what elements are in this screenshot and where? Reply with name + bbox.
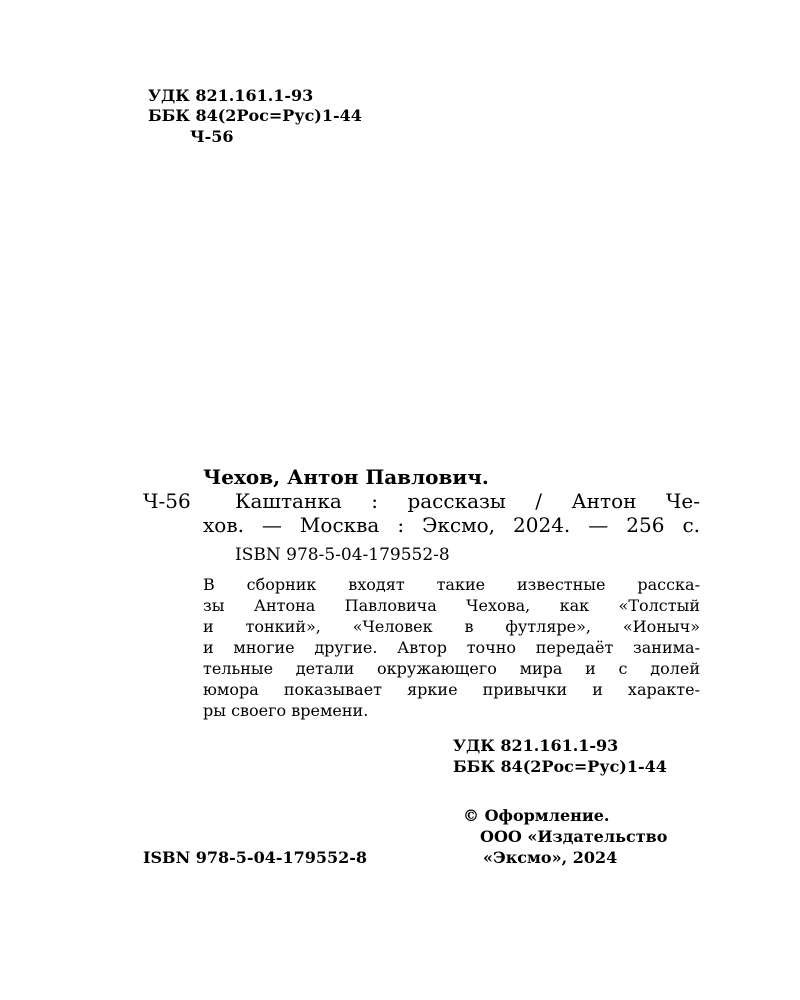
entry-isbn: ISBN 978-5-04-179552-8 — [235, 545, 450, 565]
annotation-line: ры своего времени. — [203, 701, 369, 720]
top-author-code: Ч-56 — [190, 127, 234, 146]
top-udk-code: УДК 821.161.1-93 — [148, 86, 314, 105]
bottom-isbn: ISBN 978-5-04-179552-8 — [143, 848, 368, 867]
annotation-line: и тонкий», «Человек в футляре», «Ионыч» — [203, 617, 700, 636]
entry-title-line-1: Каштанка : рассказы / Антон Че- — [235, 489, 700, 513]
copyright-line-3: «Эксмо», 2024 — [483, 848, 618, 867]
copyright-line-2: ООО «Издательство — [480, 827, 668, 846]
annotation-line: и многие другие. Автор точно передаёт занима- — [203, 638, 700, 657]
entry-author-code: Ч-56 — [143, 489, 191, 513]
author-heading: Чехов, Антон Павлович. — [203, 465, 489, 489]
bottom-udk-code: УДК 821.161.1-93 — [453, 736, 619, 755]
entry-title-line-2: хов. — Москва : Эксмо, 2024. — 256 с. — [203, 513, 700, 537]
annotation-line: В сборник входят такие известные расска- — [203, 575, 700, 594]
annotation-line: тельные детали окружающего мира и с долей — [203, 659, 700, 678]
copyright-line-1: © Оформление. — [463, 806, 610, 825]
top-bbk-code: ББК 84(2Рос=Рус)1-44 — [148, 106, 362, 125]
bottom-bbk-code: ББК 84(2Рос=Рус)1-44 — [453, 757, 667, 776]
annotation-line: юмора показывает яркие привычки и характе- — [203, 680, 700, 699]
annotation-line: зы Антона Павловича Чехова, как «Толстый — [203, 596, 700, 615]
